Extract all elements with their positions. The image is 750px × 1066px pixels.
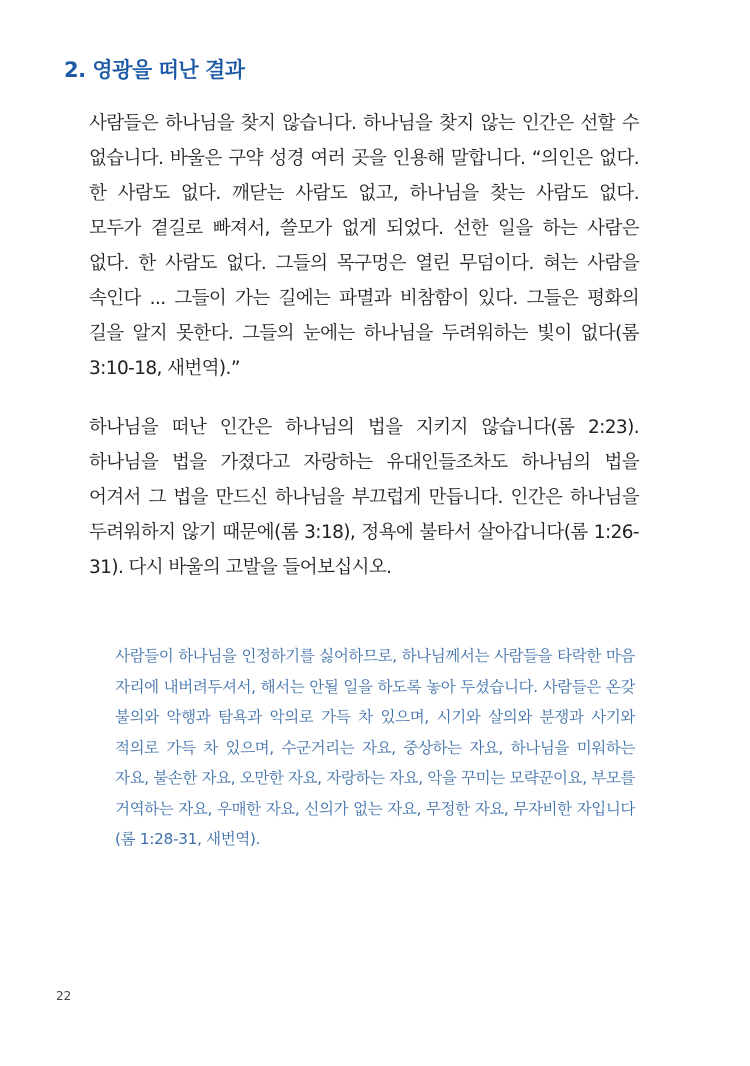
body-paragraph-2: 하나님을 떠난 인간은 하나님의 법을 지키지 않습니다(롬 2:23). 하나님을 법을 가졌다고 자랑하는 유대인들조차도 하나님의 법을 어겨서 그 법을 만드신 하나님을 부끄럽게 만듭니다. 인간은 하나님을 두려워하지 않기 때문에(롬 3:18), 정욕에 불타서 살아갑니다(롬 1:26-31). 다시 바울의 고발을 들어보십시오. [89,417,639,578]
page-number: 22 [56,989,72,1003]
body-paragraph-1: 사람들은 하나님을 찾지 않습니다. 하나님을 찾지 않는 인간은 선할 수 없습니다. 바울은 구약 성경 여러 곳을 인용해 말합니다. “의인은 없다. 한 사람도 없다. 깨닫는 사람도 없고, 하나님을 찾는 사람도 없다. 모두가 곁길로 빠져서, 쓸모가 없게 되었다. 선한 일을 하는 사람은 없다. 한 사람도 없다. 그들의 목구멍은 열린 무덤이다. 혀는 사람을 속인다 ... 그들이 가는 길에는 파멸과 비참함이 있다. 그들은 평화의 길을 알지 못한다. 그들의 눈에는 하나님을 두려워하는 빛이 없다(롬 3:10-18, 새번역).” [89,113,639,379]
section-heading: 2. 영광을 떠난 결과 [64,58,245,82]
scripture-quote: 사람들이 하나님을 인정하기를 싫어하므로, 하나님께서는 사람들을 타락한 마음 자리에 내버려두셔서, 해서는 안될 일을 하도록 놓아 두셨습니다. 사람들은 온갖 불의와 악행과 탐욕과 악의로 가득 차 있으며, 시기와 살의와 분쟁과 사기와 적의로 가득 차 있으며, 수군거리는 자요, 중상하는 자요, 하나님을 미워하는 자요, 불손한 자요, 오만한 자요, 자랑하는 자요, 악을 꾸미는 모략꾼이요, 부모를 거역하는 자요, 우매한 자요, 신의가 없는 자요, 무정한 자요, 무자비한 자입니다(롬 1:28-31, 새번역). [115,647,635,848]
